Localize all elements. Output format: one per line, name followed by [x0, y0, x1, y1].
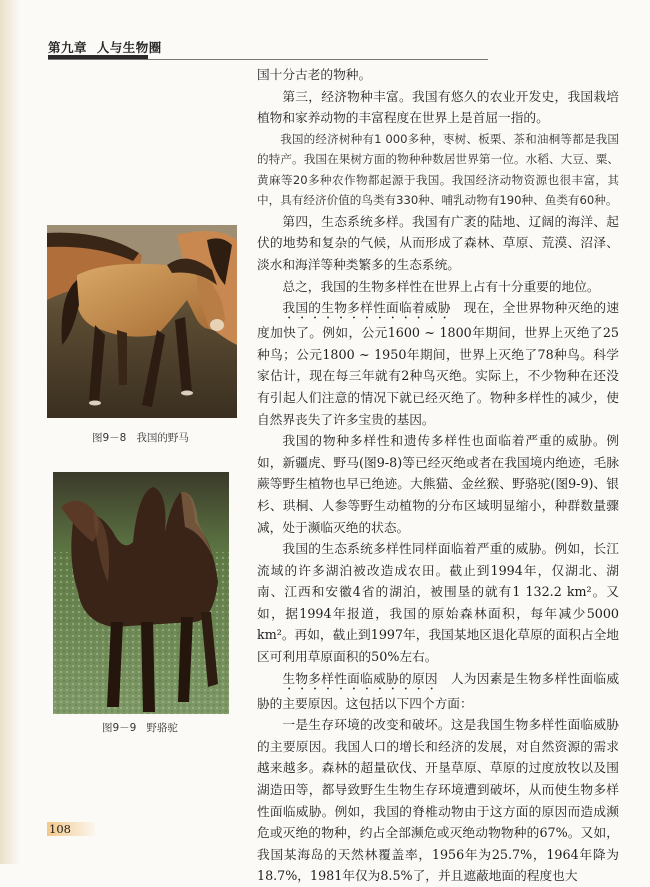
header-rule	[48, 59, 488, 60]
figure-caption	[92, 430, 189, 445]
section-heading: 生物多样性面临威胁的原因	[282, 670, 438, 686]
horse-photo	[47, 225, 237, 418]
page-edge-shading	[0, 0, 20, 864]
body-text	[257, 64, 619, 887]
paragraph: 我国的物种多样性和遗传多样性也面临着严重的威胁。例如，新疆虎、野马(图9-8)等已经灭绝或者在我国境内绝迹，毛脉蕨等野生植物也早已绝迹。大熊猫、金丝猴、野骆驼(图9-9)、银杉、珙桐、人参等野生动植物的分布区域明显缩小，种群数量骤减，处于濒临灭绝的状态。	[257, 433, 619, 535]
page-number: 108	[47, 822, 95, 836]
figure-caption-text: 我国的野马	[136, 432, 189, 444]
paragraph: 国十分古老的物种。	[257, 67, 372, 82]
figure-number: 图9－8	[92, 432, 127, 444]
paragraph-text: 现在，全世界物种灭绝的速度加快了。例如，公元1600 ~ 1800年期间，世界上灭绝了25种鸟；公元1800 ~ 1950年期间，世界上灭绝了78种鸟。科学家估计，现在每三年就有2种鸟灭绝。实际上，不少物种在还没有引起人们注意的情况下就已经灭绝了。物种多样性的减少，使自然界丧失了许多宝贵的基因。	[257, 300, 620, 427]
chapter-number: 第九章	[48, 40, 88, 55]
camel-photo	[53, 472, 229, 714]
supplementary-paragraph: 我国的经济树种有1 000多种，枣树、板栗、茶和油桐等都是我国的特产。我国在果树方面的物种种数居世界第一位。水稻、大豆、粟、黄麻等20多种农作物都起源于我国。我国经济动物资源也很丰富，其中，具有经济价值的鸟类有330种、哺乳动物有190种、鱼类有60种。	[257, 131, 619, 208]
paragraph-text: 人为因素是生物多样性面临威胁的主要原因。这包括以下四个方面：	[257, 670, 620, 711]
camel-illustration	[53, 472, 229, 714]
figure-caption	[102, 720, 178, 735]
paragraph: 我国的生态系统多样性同样面临着严重的威胁。例如，长江流域的许多湖泊被改造成农田。截止到1994年，仅湖北、湖南、江西和安徽4省的湖泊，被围垦的就有1 132.2 km²。又如，据1994年报道，我国的原始森林面积，每年减少5000 km²。再如，截止到1997年，我国某地区退化草原的面积占全地区可利用草原面积的50%左右。	[257, 541, 619, 665]
paragraph	[257, 297, 619, 430]
horse-illustration	[47, 225, 237, 418]
chapter-title	[48, 38, 162, 56]
section-heading: 我国的生物多样性面临着威胁	[282, 300, 451, 316]
paragraph: 第四，生态系统多样。我国有广袤的陆地、辽阔的海洋、起伏的地势和复杂的气候，从而形成了森林、草原、荒漠、沼泽、淡水和海洋等种类繁多的生态系统。	[257, 213, 619, 272]
chapter-name: 人与生物圈	[96, 40, 162, 55]
figure-number: 图9－9	[102, 722, 137, 734]
paragraph	[257, 668, 619, 715]
paragraph: 一是生存环境的改变和破坏。这是我国生物多样性面临威胁的主要原因。我国人口的增长和经济的发展，对自然资源的需求越来越多。森林的超量砍伐、开垦草原、草原的过度放牧以及围湖造田等，都导致野生生物生存环境遭到破坏，从而使生物多样性面临威胁。例如，我国的脊椎动物由于这方面的原因而造成濒危或灭绝的物种，约占全部濒危或灭绝动物物种的67%。又如，我国某海岛的天然林覆盖率，1956年为25.7%，1964年降为18.7%，1981年仅为8.5%了，并且遮蔽地面的程度也大	[257, 717, 619, 884]
paragraph: 总之，我国的生物多样性在世界上占有十分重要的地位。	[282, 278, 600, 294]
figure-caption-text: 野骆驼	[146, 722, 178, 734]
paragraph: 第三，经济物种丰富。我国有悠久的农业开发史，我国栽培植物和家养动物的丰富程度在世界上是首屈一指的。	[257, 88, 619, 126]
